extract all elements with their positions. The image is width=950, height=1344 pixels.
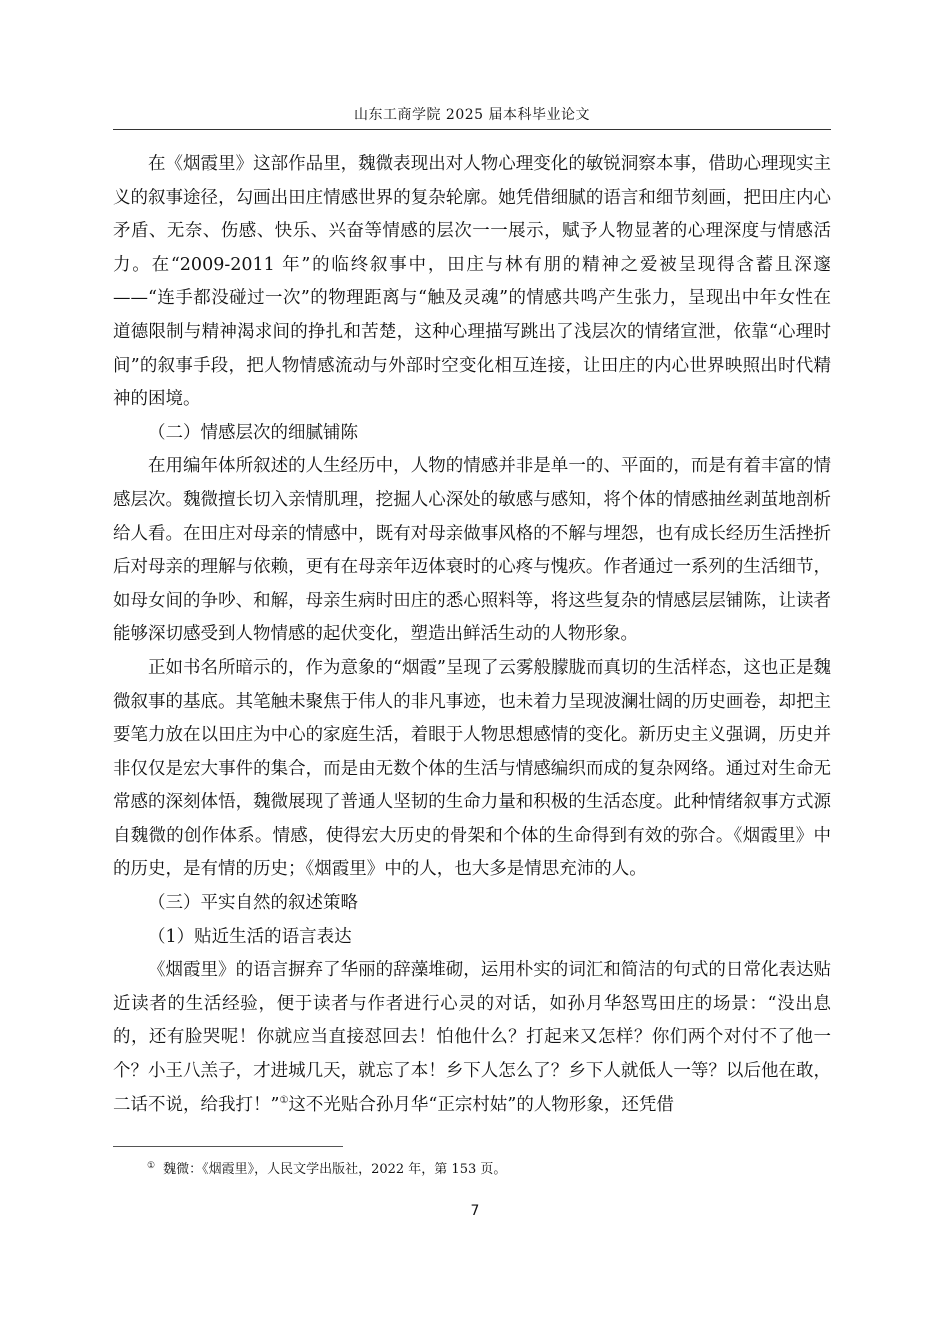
footnote-marker: ①: [147, 1160, 156, 1171]
page-header: 山东工商学院 2025 届本科毕业论文: [353, 107, 591, 123]
paragraph: [113, 954, 831, 1122]
paragraph: 正如书名所暗示的，作为意象的“烟霞”呈现了云雾般朦胧而真切的生活样态，这也正是魏微叙事的基底。其笔触未聚焦于伟人的非凡事迹，也未着力呈现波澜壮阔的历史画卷，却把主要笔力放在以田庄为中心的家庭生活，着眼于人物思想感情的变化。新历史主义强调，历史并非仅仅是宏大事件的集合，而是由无数个体的生活与情感编织而成的复杂网络。通过对生命无常感的深刻体悟，魏微展现了普通人坚韧的生命力量和积极的生活态度。此种情绪叙事方式源自魏微的创作体系。情感，使得宏大历史的骨架和个体的生命得到有效的弥合。《烟霞里》中的历史，是有情的历史；《烟霞里》中的人，也大多是情思充沛的人。: [113, 657, 831, 880]
section-heading: （三）平实自然的叙述策略: [148, 893, 358, 914]
paragraph: 在用编年体所叙述的人生经历中，人物的情感并非是单一的、平面的，而是有着丰富的情感层次。魏微擅长切入亲情肌理，挖掘人心深处的敏感与感知，将个体的情感抽丝剥茧地剖析给人看。在田庄对母亲的情感中，既有对母亲做事风格的不解与埋怨，也有成长经历生活挫折后对母亲的理解与依赖，更有在母亲年迈体衰时的心疼与愧疚。作者通过一系列的生活细节，如母女间的争吵、和解，母亲生病时田庄的悉心照料等，将这些复杂的情感层层铺陈，让读者能够深切感受到人物情感的起伏变化，塑造出鲜活生动的人物形象。: [113, 456, 831, 645]
body-text: [113, 148, 831, 1122]
section-heading: （二）情感层次的细腻铺陈: [148, 422, 358, 443]
paragraph-text: 《烟霞里》的语言摒弃了华丽的辞藻堆砌，运用朴实的词汇和简洁的句式的日常化表达贴近读者的生活经验，便于读者与作者进行心灵的对话，如孙月华怒骂田庄的场景：“没出息的，还有脸哭呢！你就应当直接怼回去！怕他什么？打起来又怎样？你们两个对付不了他一个？小王八羔子，才进城几天，就忘了本！乡下人怎么了？乡下人就低人一等？以后他在敢，二话不说，给我打！”: [113, 960, 831, 1115]
header-rule: [113, 129, 831, 130]
page-number: 7: [470, 1203, 480, 1219]
footnote-rule: [113, 1146, 343, 1147]
footnote-text: 魏微：《烟霞里》，人民文学出版社，2022 年，第 153 页。: [163, 1162, 507, 1177]
footnote-reference: ①: [279, 1094, 289, 1106]
paragraph-text-continued: 这不光贴合孙月华“正宗村姑”的人物形象，还凭借: [288, 1094, 674, 1115]
subsection-heading: （1）贴近生活的语言表达: [148, 926, 352, 947]
footnote: [147, 1158, 831, 1177]
paragraph: 在《烟霞里》这部作品里，魏微表现出对人物心理变化的敏锐洞察本事，借助心理现实主义的叙事途径，勾画出田庄情感世界的复杂轮廓。她凭借细腻的语言和细节刻画，把田庄内心矛盾、无奈、伤感、快乐、兴奋等情感的层次一一展示，赋予人物显著的心理深度与情感活力。在“2009-2011 年”的临终叙事中，田庄与林有朋的精神之爱被呈现得含蓄且深邃——“连手都没碰过一次”的物理距离与“触及灵魂”的情感共鸣产生张力，呈现出中年女性在道德限制与精神渴求间的挣扎和苦楚，这种心理描写跳出了浅层次的情绪宣泄，依靠“心理时间”的叙事手段，把人物情感流动与外部时空变化相互连接，让田庄的内心世界映照出时代精神的困境。: [113, 154, 831, 410]
